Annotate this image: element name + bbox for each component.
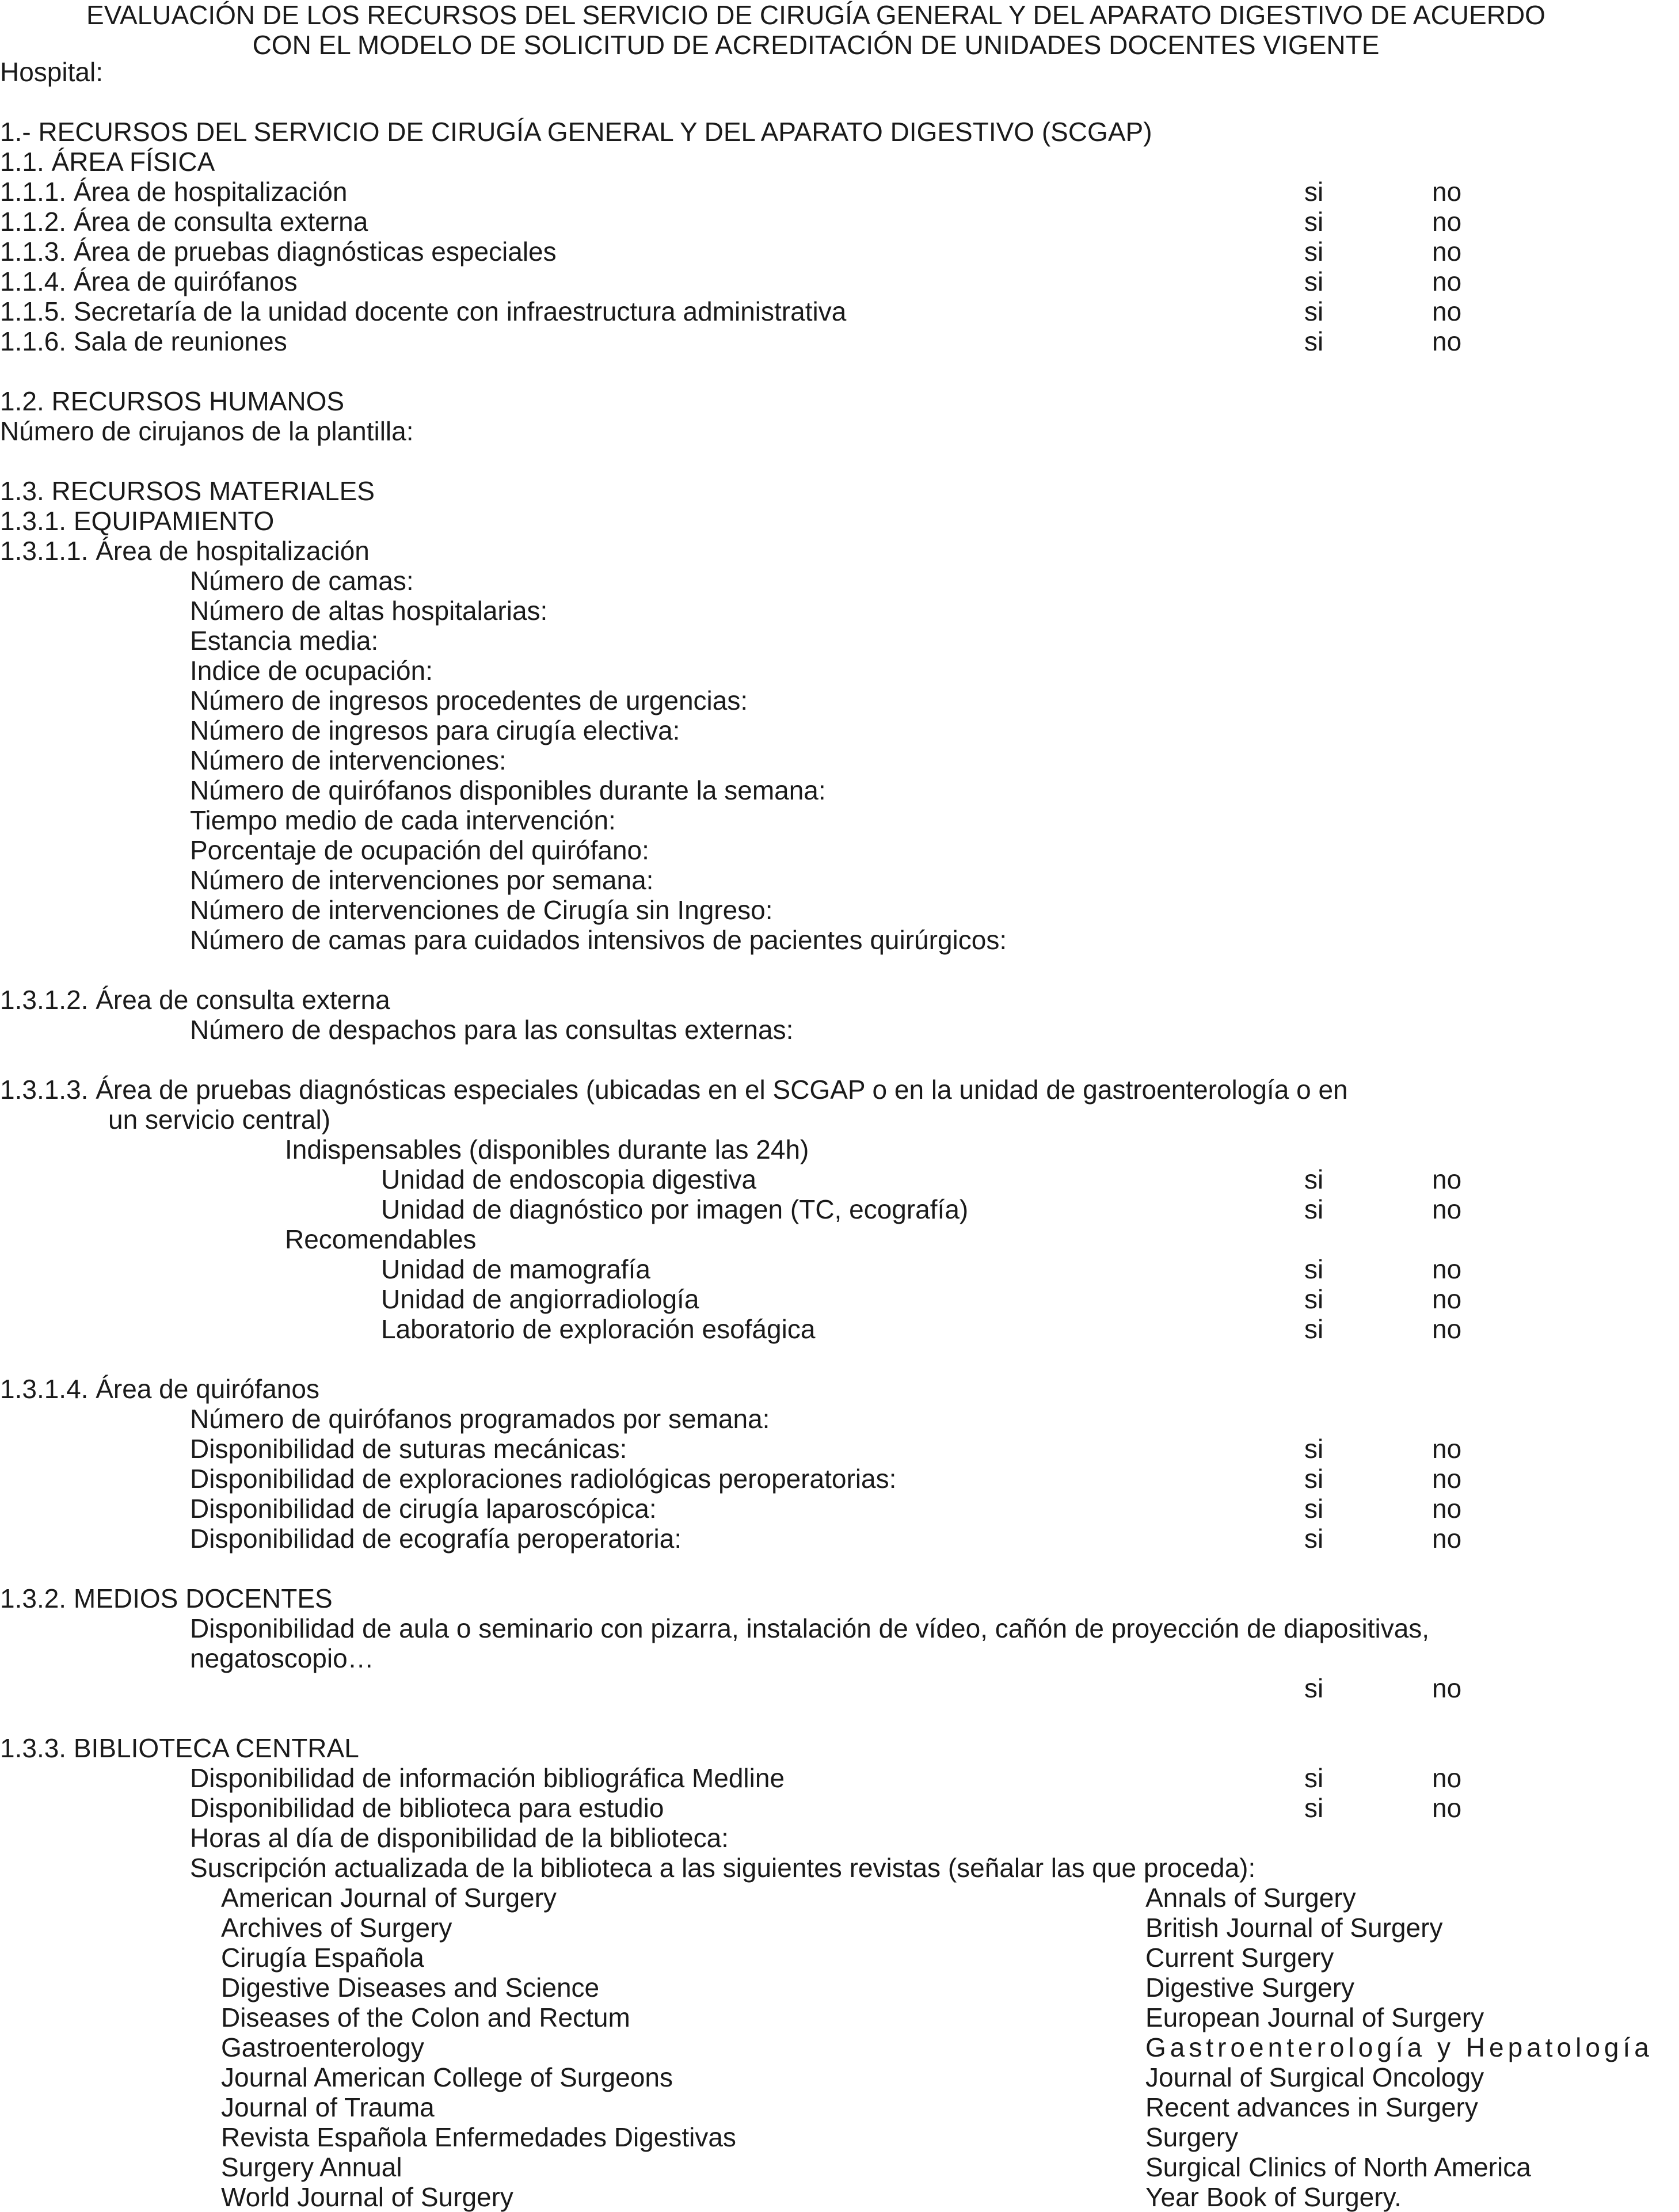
- surgeons-count-label: Número de cirujanos de la plantilla:: [0, 416, 414, 446]
- no-option[interactable]: no: [1432, 1673, 1462, 1703]
- diagnostic-unit: Unidad de endoscopia digestiva: [381, 1164, 757, 1194]
- no-option[interactable]: no: [1432, 1464, 1462, 1494]
- operating-rooms-item: Disponibilidad de exploraciones radiológicas peroperatorias:: [190, 1464, 897, 1494]
- hospitalization-field: Número de ingresos para cirugía electiva:: [190, 715, 680, 745]
- library-item: Disponibilidad de biblioteca para estudio: [190, 1793, 664, 1823]
- section-1-3-1-heading: 1.3.1. EQUIPAMIENTO: [0, 506, 275, 536]
- journal-option[interactable]: Digestive Diseases and Science: [221, 1973, 600, 2002]
- diagnostic-unit: Laboratorio de exploración esofágica: [381, 1314, 816, 1344]
- section-1-3-heading: 1.3. RECURSOS MATERIALES: [0, 476, 375, 506]
- yes-option[interactable]: si: [1304, 1254, 1324, 1284]
- form-title-line-1: EVALUACIÓN DE LOS RECURSOS DEL SERVICIO DE CIRUGÍA GENERAL Y DEL APARATO DIGESTIVO DE ACUERDO: [86, 0, 1545, 30]
- yes-option[interactable]: si: [1304, 1284, 1324, 1314]
- no-option[interactable]: no: [1432, 1254, 1462, 1284]
- journal-option[interactable]: Surgical Clinics of North America: [1145, 2152, 1531, 2182]
- yes-option[interactable]: si: [1304, 1494, 1324, 1524]
- hospitalization-field: Número de intervenciones por semana:: [190, 865, 654, 895]
- library-heading: 1.3.3. BIBLIOTECA CENTRAL: [0, 1733, 359, 1763]
- journal-option[interactable]: Cirugía Española: [221, 1943, 424, 1973]
- journal-subscription-label: Suscripción actualizada de la biblioteca a las siguientes revistas (señalar las que proceda):: [190, 1853, 1256, 1883]
- yes-option[interactable]: si: [1304, 1314, 1324, 1344]
- journal-option[interactable]: Current Surgery: [1145, 1943, 1334, 1973]
- yes-option[interactable]: si: [1304, 296, 1324, 326]
- teaching-resources-text-cont: negatoscopio…: [190, 1643, 374, 1673]
- journal-option[interactable]: Journal of Trauma: [221, 2092, 435, 2122]
- no-option[interactable]: no: [1432, 296, 1462, 326]
- hospitalization-field: Tiempo medio de cada intervención:: [190, 805, 616, 835]
- section-1-1-heading: 1.1. ÁREA FÍSICA: [0, 147, 215, 177]
- teaching-resources-heading: 1.3.2. MEDIOS DOCENTES: [0, 1583, 333, 1613]
- yes-option[interactable]: si: [1304, 266, 1324, 296]
- hospitalization-field: Número de ingresos procedentes de urgencias:: [190, 686, 748, 715]
- area-item: 1.1.5. Secretaría de la unidad docente con infraestructura administrativa: [0, 296, 847, 326]
- hospital-label: Hospital:: [0, 57, 103, 87]
- area-item: 1.1.6. Sala de reuniones: [0, 326, 287, 356]
- yes-option[interactable]: si: [1304, 1464, 1324, 1494]
- journal-option[interactable]: American Journal of Surgery: [221, 1883, 557, 1913]
- no-option[interactable]: no: [1432, 266, 1462, 296]
- form-title-line-2: CON EL MODELO DE SOLICITUD DE ACREDITACIÓN DE UNIDADES DOCENTES VIGENTE: [252, 30, 1380, 60]
- journal-option[interactable]: British Journal of Surgery: [1145, 1913, 1443, 1943]
- hospitalization-field: Número de camas para cuidados intensivos de pacientes quirúrgicos:: [190, 925, 1007, 955]
- no-option[interactable]: no: [1432, 1284, 1462, 1314]
- yes-option[interactable]: si: [1304, 1434, 1324, 1464]
- journal-option[interactable]: Annals of Surgery: [1145, 1883, 1356, 1913]
- journal-option[interactable]: Surgery: [1145, 2122, 1239, 2152]
- diagnostic-unit: Unidad de mamografía: [381, 1254, 650, 1284]
- yes-option[interactable]: si: [1304, 237, 1324, 266]
- operating-rooms-item: Disponibilidad de suturas mecánicas:: [190, 1434, 627, 1464]
- yes-option[interactable]: si: [1304, 1194, 1324, 1224]
- no-option[interactable]: no: [1432, 1524, 1462, 1554]
- library-item: Disponibilidad de información bibliográfica Medline: [190, 1763, 785, 1793]
- yes-option[interactable]: si: [1304, 207, 1324, 237]
- area-item: 1.1.2. Área de consulta externa: [0, 207, 368, 237]
- hospitalization-heading: 1.3.1.1. Área de hospitalización: [0, 536, 370, 566]
- journal-option[interactable]: Digestive Surgery: [1145, 1973, 1355, 2002]
- hospitalization-field: Número de camas:: [190, 566, 414, 596]
- diagnostic-unit: Unidad de angiorradiología: [381, 1284, 699, 1314]
- no-option[interactable]: no: [1432, 1194, 1462, 1224]
- no-option[interactable]: no: [1432, 1793, 1462, 1823]
- teaching-resources-text: Disponibilidad de aula o seminario con pizarra, instalación de vídeo, cañón de proyección de diapositivas,: [190, 1613, 1430, 1643]
- no-option[interactable]: no: [1432, 237, 1462, 266]
- hospitalization-field: Número de quirófanos disponibles durante la semana:: [190, 775, 826, 805]
- no-option[interactable]: no: [1432, 1494, 1462, 1524]
- essential-subheading: Indispensables (disponibles durante las 24h): [285, 1134, 809, 1164]
- recommended-subheading: Recomendables: [285, 1224, 477, 1254]
- diagnostics-heading: 1.3.1.3. Área de pruebas diagnósticas especiales (ubicadas en el SCGAP o en la unidad de gastroenterología o en: [0, 1075, 1348, 1105]
- yes-option[interactable]: si: [1304, 1763, 1324, 1793]
- no-option[interactable]: no: [1432, 1314, 1462, 1344]
- journal-option[interactable]: Recent advances in Surgery: [1145, 2092, 1478, 2122]
- no-option[interactable]: no: [1432, 1763, 1462, 1793]
- diagnostic-unit: Unidad de diagnóstico por imagen (TC, ecografía): [381, 1194, 969, 1224]
- no-option[interactable]: no: [1432, 1434, 1462, 1464]
- journal-option[interactable]: Diseases of the Colon and Rectum: [221, 2002, 630, 2032]
- journal-option[interactable]: Journal American College of Surgeons: [221, 2062, 673, 2092]
- journal-option[interactable]: Archives of Surgery: [221, 1913, 452, 1943]
- no-option[interactable]: no: [1432, 326, 1462, 356]
- journal-option[interactable]: European Journal of Surgery: [1145, 2002, 1484, 2032]
- operating-rooms-heading: 1.3.1.4. Área de quirófanos: [0, 1374, 319, 1404]
- journal-option[interactable]: Year Book of Surgery.: [1145, 2182, 1402, 2212]
- operating-rooms-field: Número de quirófanos programados por semana:: [190, 1404, 770, 1434]
- area-item: 1.1.3. Área de pruebas diagnósticas especiales: [0, 237, 557, 266]
- outpatient-field: Número de despachos para las consultas externas:: [190, 1015, 794, 1045]
- journal-option[interactable]: Gastroenterology: [221, 2032, 424, 2062]
- section-1-heading: 1.- RECURSOS DEL SERVICIO DE CIRUGÍA GENERAL Y DEL APARATO DIGESTIVO (SCGAP): [0, 117, 1152, 147]
- hospitalization-field: Número de intervenciones:: [190, 745, 507, 775]
- yes-option[interactable]: si: [1304, 1524, 1324, 1554]
- journal-option[interactable]: Revista Española Enfermedades Digestivas: [221, 2122, 736, 2152]
- no-option[interactable]: no: [1432, 1164, 1462, 1194]
- journal-option[interactable]: Surgery Annual: [221, 2152, 402, 2182]
- hospitalization-field: Número de intervenciones de Cirugía sin Ingreso:: [190, 895, 773, 925]
- yes-option[interactable]: si: [1304, 1673, 1324, 1703]
- operating-rooms-item: Disponibilidad de ecografía peroperatoria:: [190, 1524, 682, 1554]
- yes-option[interactable]: si: [1304, 1793, 1324, 1823]
- journal-option[interactable]: Gastroenterología y Hepatología: [1145, 2032, 1653, 2062]
- area-item: 1.1.4. Área de quirófanos: [0, 266, 298, 296]
- diagnostics-heading-cont: un servicio central): [108, 1105, 331, 1134]
- area-item: 1.1.1. Área de hospitalización: [0, 177, 348, 207]
- hospitalization-field: Estancia media:: [190, 626, 379, 656]
- yes-option[interactable]: si: [1304, 1164, 1324, 1194]
- section-1-2-heading: 1.2. RECURSOS HUMANOS: [0, 386, 345, 416]
- library-hours-label: Horas al día de disponibilidad de la biblioteca:: [190, 1823, 729, 1853]
- operating-rooms-item: Disponibilidad de cirugía laparoscópica:: [190, 1494, 657, 1524]
- yes-option[interactable]: si: [1304, 177, 1324, 207]
- hospitalization-field: Indice de ocupación:: [190, 656, 433, 686]
- hospitalization-field: Porcentaje de ocupación del quirófano:: [190, 835, 649, 865]
- journal-option[interactable]: World Journal of Surgery: [221, 2182, 513, 2212]
- yes-option[interactable]: si: [1304, 326, 1324, 356]
- no-option[interactable]: no: [1432, 177, 1462, 207]
- outpatient-heading: 1.3.1.2. Área de consulta externa: [0, 985, 390, 1015]
- no-option[interactable]: no: [1432, 207, 1462, 237]
- journal-option[interactable]: Journal of Surgical Oncology: [1145, 2062, 1484, 2092]
- hospitalization-field: Número de altas hospitalarias:: [190, 596, 548, 626]
